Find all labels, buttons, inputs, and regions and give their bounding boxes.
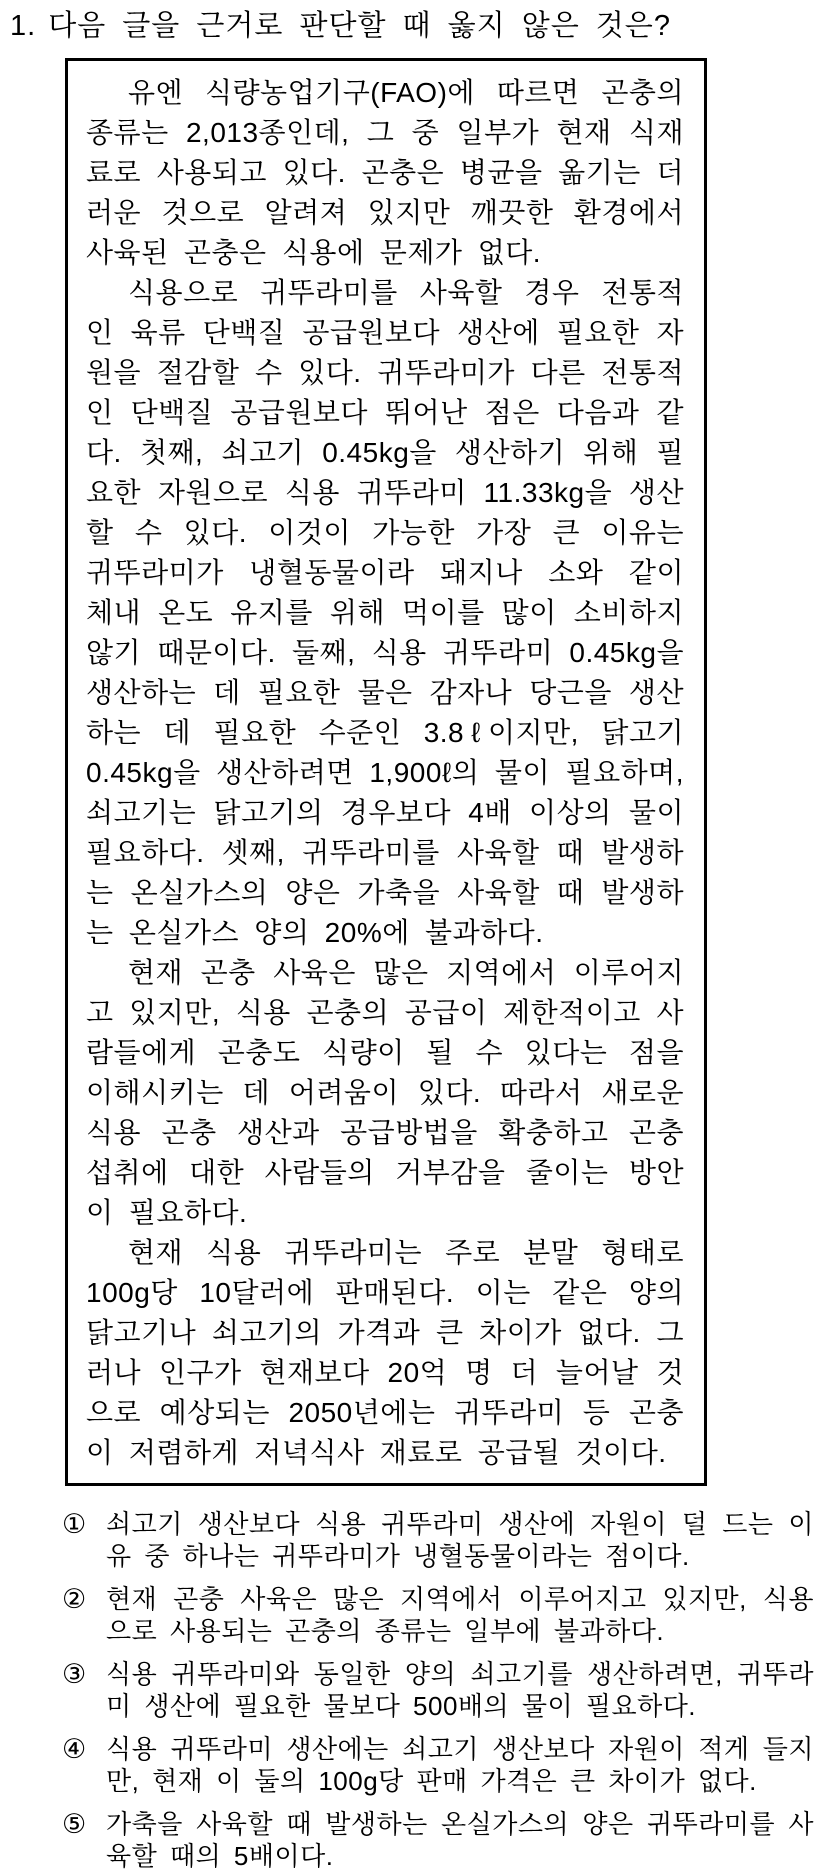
- choice-option-4[interactable]: [62, 1733, 814, 1797]
- choice-text-1: 쇠고기 생산보다 식용 귀뚜라미 생산에 자원이 덜 드는 이유 중 하나는 귀뚜라미가 냉혈동물이라는 점이다.: [106, 1509, 814, 1571]
- choice-marker-2: ②: [62, 1584, 87, 1614]
- answer-choices: [62, 1508, 814, 1872]
- choice-option-2[interactable]: [62, 1583, 814, 1647]
- choice-text-4: 식용 귀뚜라미 생산에는 쇠고기 생산보다 자원이 적게 들지만, 현재 이 둘의 100g당 판매 가격은 큰 차이가 없다.: [106, 1734, 814, 1796]
- choice-option-1[interactable]: [62, 1508, 814, 1572]
- choice-option-3[interactable]: [62, 1658, 814, 1722]
- question-headline: [10, 8, 814, 44]
- question-number: 1.: [10, 10, 37, 42]
- question-text: 다음 글을 근거로 판단할 때 옳지 않은 것은?: [48, 10, 671, 42]
- choice-marker-4: ④: [62, 1734, 87, 1764]
- choice-marker-5: ⑤: [62, 1809, 87, 1839]
- passage-paragraph: 현재 식용 귀뚜라미는 주로 분말 형태로 100g당 10달러에 판매된다. 이는 같은 양의 닭고기나 쇠고기의 가격과 큰 차이가 없다. 그러나 인구가 현재보다 20억 명 더 늘어날 것으로 예상되는 2050년에는 귀뚜라미 등 곤충이 저렴하게 저녁식사 재료로 공급될 것이다.: [86, 1237, 684, 1468]
- passage-box: [65, 58, 707, 1486]
- passage-paragraph: 식용으로 귀뚜라미를 사육할 경우 전통적인 육류 단백질 공급원보다 생산에 필요한 자원을 절감할 수 있다. 귀뚜라미가 다른 전통적인 단백질 공급원보다 뛰어난 점은 다음과 같다. 첫째, 쇠고기 0.45kg을 생산하기 위해 필요한 자원으로 식용 귀뚜라미 11.33kg을 생산할 수 있다. 이것이 가능한 가장 큰 이유는 귀뚜라미가 냉혈동물이라 돼지나 소와 같이 체내 온도 유지를 위해 먹이를 많이 소비하지 않기 때문이다. 둘째, 식용 귀뚜라미 0.45kg을 생산하는 데 필요한 물은 감자나 당근을 생산하는 데 필요한 수준인 3.8ℓ이지만, 닭고기 0.45kg을 생산하려면 1,900ℓ의 물이 필요하며, 쇠고기는 닭고기의 경우보다 4배 이상의 물이 필요하다. 셋째, 귀뚜라미를 사육할 때 발생하는 온실가스의 양은 가축을 사육할 때 발생하는 온실가스 양의 20%에 불과하다.: [86, 277, 684, 948]
- choice-text-5: 가축을 사육할 때 발생하는 온실가스의 양은 귀뚜라미를 사육할 때의 5배이다.: [106, 1809, 814, 1871]
- choice-text-3: 식용 귀뚜라미와 동일한 양의 쇠고기를 생산하려면, 귀뚜라미 생산에 필요한 물보다 500배의 물이 필요하다.: [106, 1659, 814, 1721]
- passage-paragraph: 현재 곤충 사육은 많은 지역에서 이루어지고 있지만, 식용 곤충의 공급이 제한적이고 사람들에게 곤충도 식량이 될 수 있다는 점을 이해시키는 데 어려움이 있다. 따라서 새로운 식용 곤충 생산과 공급방법을 확충하고 곤충 섭취에 대한 사람들의 거부감을 줄이는 방안이 필요하다.: [86, 957, 684, 1228]
- choice-marker-3: ③: [62, 1659, 87, 1689]
- passage-paragraph: 유엔 식량농업기구(FAO)에 따르면 곤충의 종류는 2,013종인데, 그 중 일부가 현재 식재료로 사용되고 있다. 곤충은 병균을 옮기는 더러운 것으로 알려져 있지만 깨끗한 환경에서 사육된 곤충은 식용에 문제가 없다.: [86, 77, 684, 268]
- choice-marker-1: ①: [62, 1509, 87, 1539]
- choice-option-5[interactable]: [62, 1808, 814, 1872]
- choice-text-2: 현재 곤충 사육은 많은 지역에서 이루어지고 있지만, 식용으로 사용되는 곤충의 종류는 일부에 불과하다.: [106, 1584, 814, 1646]
